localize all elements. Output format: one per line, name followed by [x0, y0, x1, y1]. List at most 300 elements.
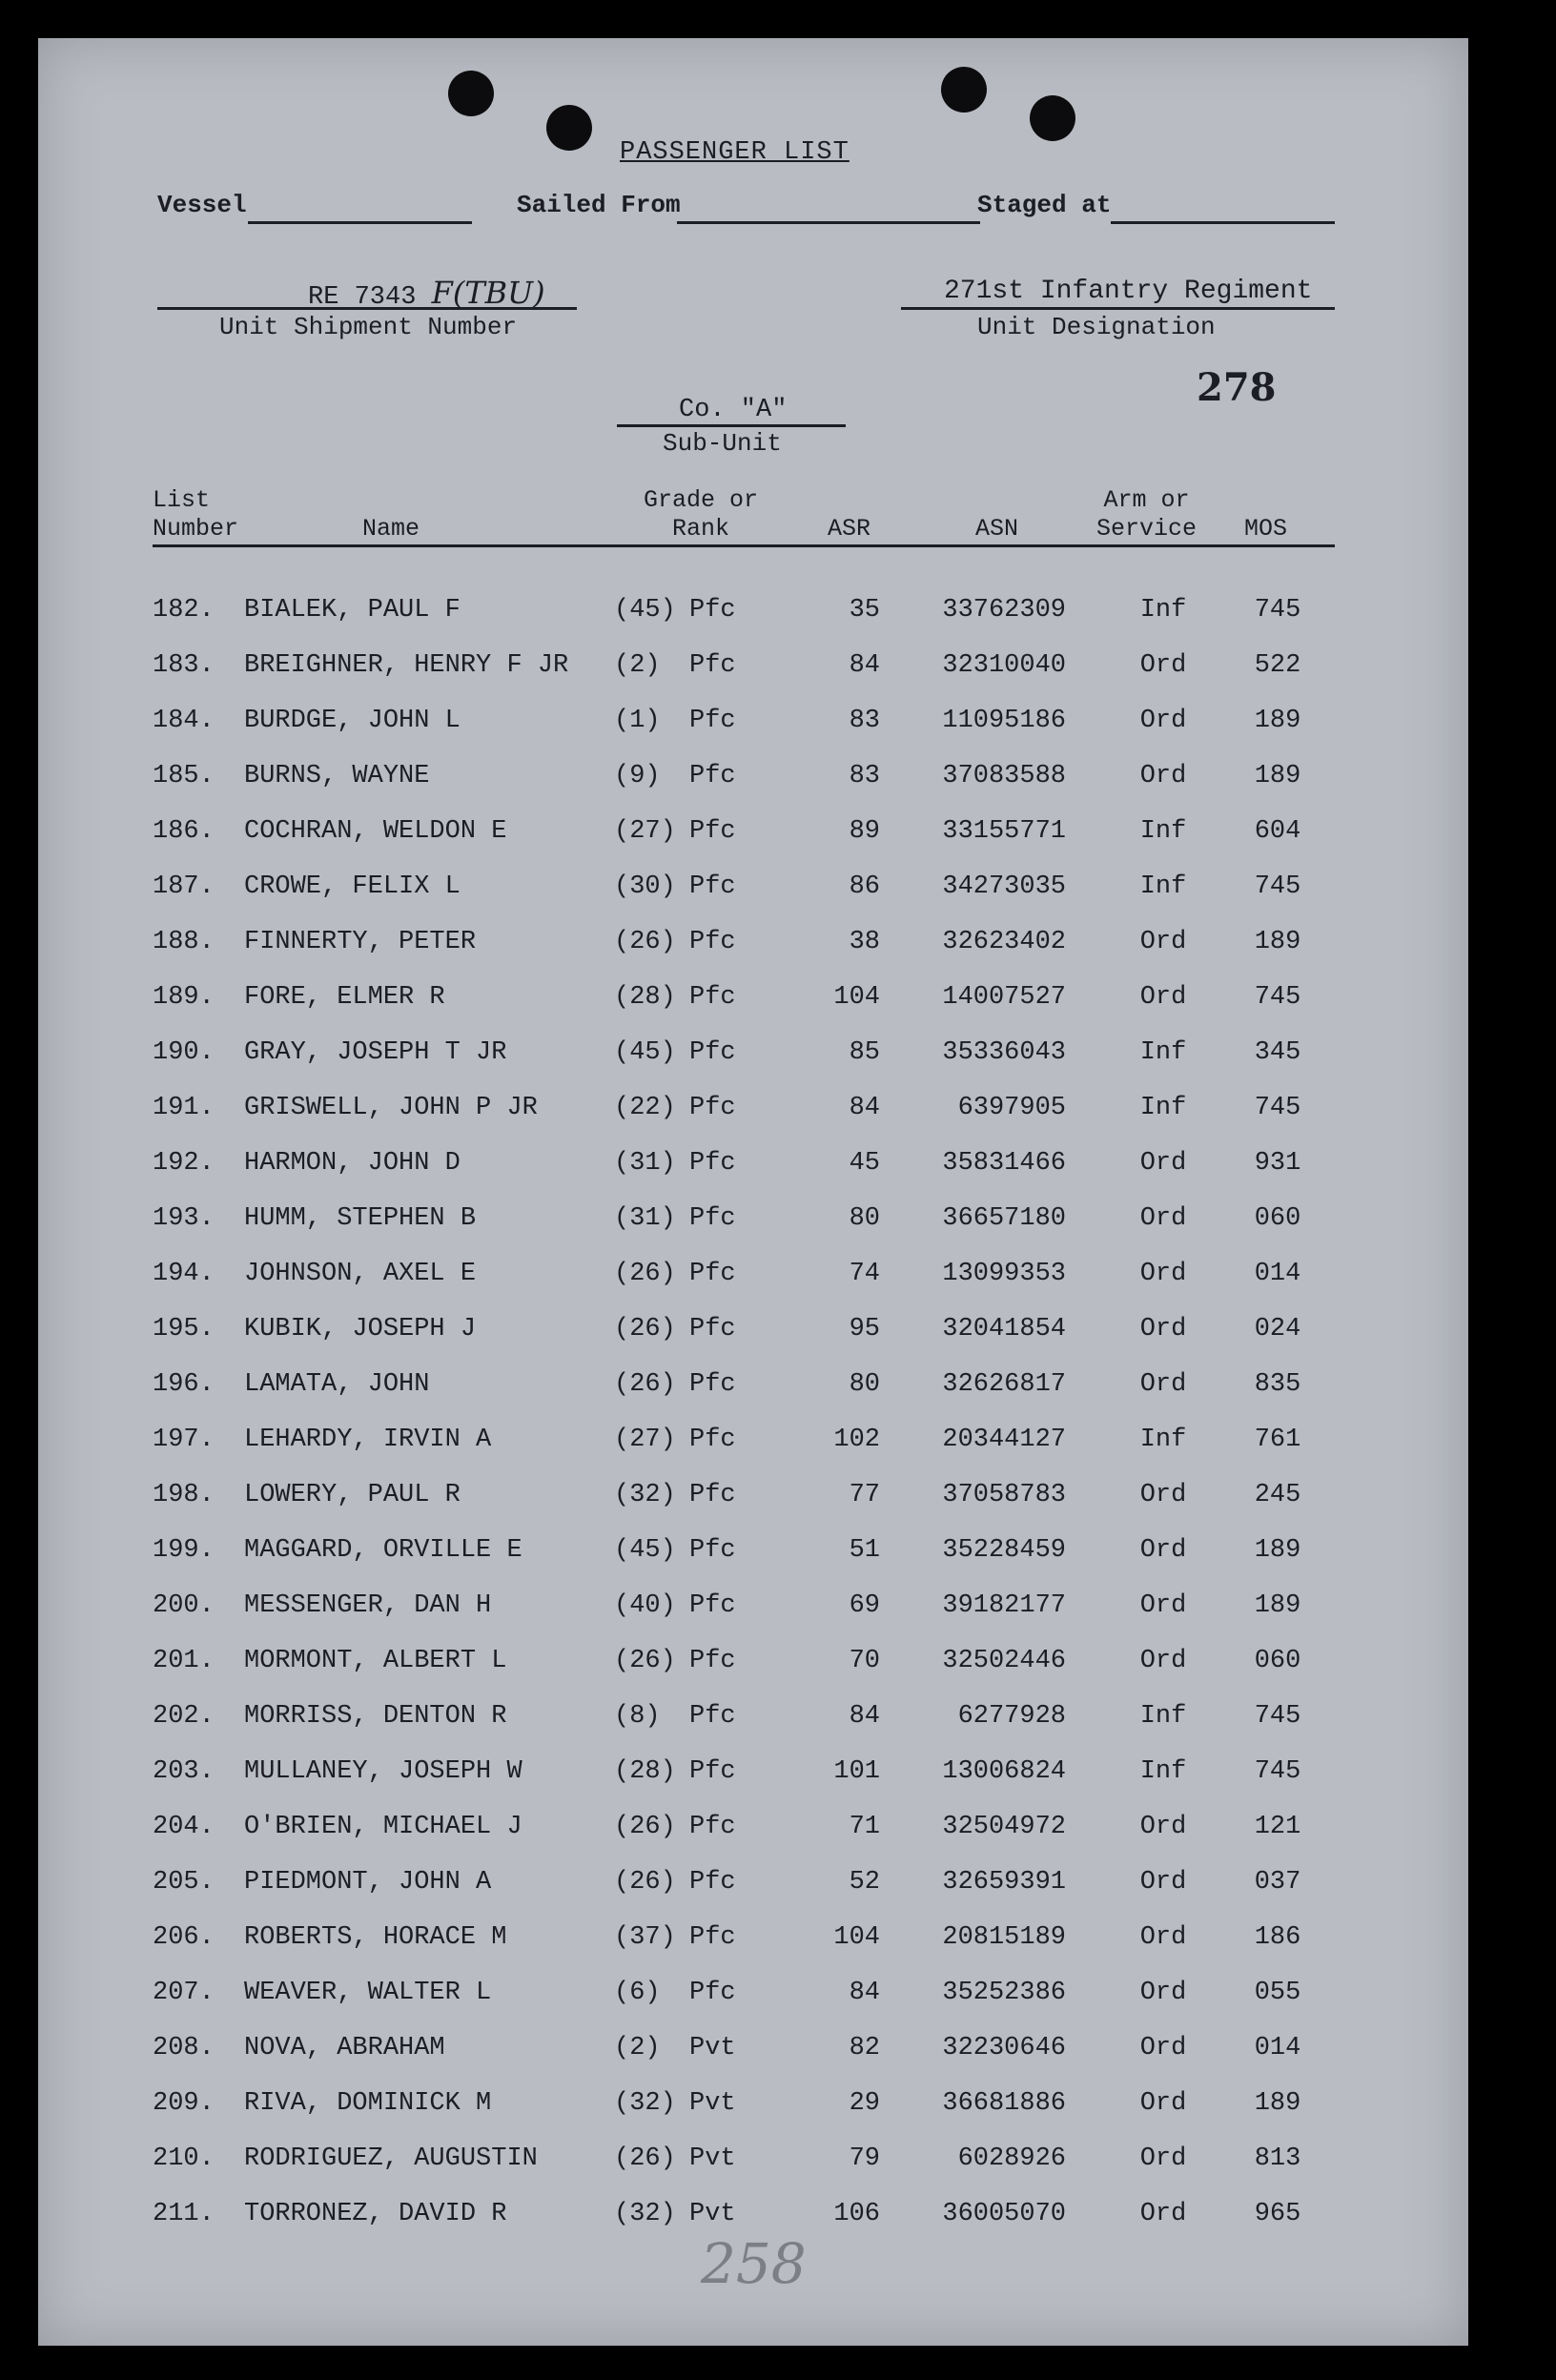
list-number: 182.	[153, 596, 215, 625]
rank: Pfc	[689, 762, 736, 790]
list-number: 206.	[153, 1923, 215, 1952]
grade: (8)	[614, 1702, 661, 1731]
mos: 745	[1254, 1757, 1301, 1786]
grade: (28)	[614, 983, 676, 1012]
list-number: 204.	[153, 1813, 215, 1841]
grade: (26)	[614, 1868, 676, 1897]
col-header-asr: ASR	[828, 515, 871, 543]
mos: 037	[1254, 1868, 1301, 1897]
list-number: 199.	[153, 1536, 215, 1565]
arm-or-service: Ord	[1139, 1979, 1187, 2007]
asr: 51	[849, 1536, 880, 1565]
rank: Pvt	[689, 2144, 736, 2173]
arm-or-service: Ord	[1139, 983, 1187, 1012]
table-row	[38, 707, 1468, 762]
list-number: 205.	[153, 1868, 215, 1897]
mos: 345	[1254, 1038, 1301, 1067]
document-page	[38, 38, 1468, 2346]
rank: Pfc	[689, 1923, 736, 1952]
list-number: 210.	[153, 2144, 215, 2173]
table-row	[38, 1204, 1468, 1260]
arm-or-service: Ord	[1139, 707, 1187, 735]
list-number: 196.	[153, 1370, 215, 1399]
rank: Pfc	[689, 1536, 736, 1565]
arm-or-service: Ord	[1139, 1204, 1187, 1233]
table-row	[38, 1813, 1468, 1868]
passenger-name: CROWE, FELIX L	[244, 872, 461, 901]
asn: 6397905	[957, 1094, 1066, 1122]
arm-or-service: Ord	[1139, 1315, 1187, 1344]
arm-or-service: Ord	[1139, 2034, 1187, 2062]
arm-or-service: Ord	[1139, 762, 1187, 790]
punch-hole	[546, 105, 592, 151]
document-title: PASSENGER LIST	[620, 138, 850, 167]
table-row	[38, 983, 1468, 1038]
passenger-name: KUBIK, JOSEPH J	[244, 1315, 477, 1344]
asn: 32659391	[942, 1868, 1066, 1897]
grade: (26)	[614, 1813, 676, 1841]
table-row	[38, 1536, 1468, 1591]
unit-shipment-number: RE 7343	[308, 283, 417, 312]
unit-shipment-handwritten: F(TBU)	[431, 275, 545, 311]
table-row	[38, 762, 1468, 817]
arm-or-service: Ord	[1139, 1923, 1187, 1952]
mos: 189	[1254, 928, 1301, 956]
list-number: 202.	[153, 1702, 215, 1731]
col-header-mos: MOS	[1244, 515, 1288, 543]
arm-or-service: Inf	[1139, 872, 1187, 901]
list-number: 194.	[153, 1260, 215, 1288]
col-header-grade: Grade or Rank	[644, 486, 759, 543]
asr: 83	[849, 707, 880, 735]
rank: Pfc	[689, 1370, 736, 1399]
rank: Pvt	[689, 2200, 736, 2228]
mos: 745	[1254, 872, 1301, 901]
mos: 189	[1254, 1536, 1301, 1565]
rank: Pfc	[689, 1260, 736, 1288]
rank: Pfc	[689, 1868, 736, 1897]
asr: 82	[849, 2034, 880, 2062]
passenger-name: MORMONT, ALBERT L	[244, 1647, 507, 1675]
list-number: 211.	[153, 2200, 215, 2228]
asr: 83	[849, 762, 880, 790]
list-number: 207.	[153, 1979, 215, 2007]
mos: 604	[1254, 817, 1301, 846]
mos: 014	[1254, 2034, 1301, 2062]
asr: 104	[833, 983, 880, 1012]
passenger-name: LEHARDY, IRVIN A	[244, 1426, 492, 1454]
passenger-name: RODRIGUEZ, AUGUSTIN	[244, 2144, 538, 2173]
grade: (6)	[614, 1979, 661, 2007]
asn: 37083588	[942, 762, 1066, 790]
table-row	[38, 1757, 1468, 1813]
passenger-name: GRAY, JOSEPH T JR	[244, 1038, 507, 1067]
table-row	[38, 1094, 1468, 1149]
mos: 060	[1254, 1204, 1301, 1233]
asn: 35831466	[942, 1149, 1066, 1178]
asr: 71	[849, 1813, 880, 1841]
table-row	[38, 1702, 1468, 1757]
grade: (32)	[614, 1481, 676, 1509]
rank: Pfc	[689, 817, 736, 846]
rank: Pfc	[689, 1591, 736, 1620]
grade: (22)	[614, 1094, 676, 1122]
asn: 34273035	[942, 872, 1066, 901]
passenger-name: WEAVER, WALTER L	[244, 1979, 492, 2007]
arm-or-service: Inf	[1139, 817, 1187, 846]
rank: Pfc	[689, 1094, 736, 1122]
grade: (9)	[614, 762, 661, 790]
table-row	[38, 1979, 1468, 2034]
passenger-name: GRISWELL, JOHN P JR	[244, 1094, 538, 1122]
staged-at-blank	[1111, 221, 1335, 224]
grade: (45)	[614, 596, 676, 625]
arm-or-service: Inf	[1139, 1038, 1187, 1067]
rank: Pfc	[689, 1979, 736, 2007]
passenger-name: BURDGE, JOHN L	[244, 707, 461, 735]
arm-or-service: Inf	[1139, 1757, 1187, 1786]
grade: (32)	[614, 2200, 676, 2228]
list-number: 201.	[153, 1647, 215, 1675]
rank: Pfc	[689, 1315, 736, 1344]
passenger-name: JOHNSON, AXEL E	[244, 1260, 477, 1288]
asn: 32626817	[942, 1370, 1066, 1399]
header-rule	[153, 544, 1335, 547]
mos: 931	[1254, 1149, 1301, 1178]
asr: 84	[849, 1979, 880, 2007]
sub-unit-line	[617, 424, 846, 427]
asn: 20344127	[942, 1426, 1066, 1454]
asr: 77	[849, 1481, 880, 1509]
col-header-arm: Arm or Service	[1096, 486, 1198, 543]
passenger-name: MORRISS, DENTON R	[244, 1702, 507, 1731]
grade: (30)	[614, 872, 676, 901]
page-number: 278	[1197, 365, 1277, 410]
arm-or-service: Inf	[1139, 1426, 1187, 1454]
asn: 36681886	[942, 2089, 1066, 2118]
table-row	[38, 2089, 1468, 2144]
list-number: 193.	[153, 1204, 215, 1233]
arm-or-service: Ord	[1139, 1536, 1187, 1565]
list-number: 186.	[153, 817, 215, 846]
passenger-name: HUMM, STEPHEN B	[244, 1204, 477, 1233]
punch-hole	[1030, 95, 1075, 141]
grade: (31)	[614, 1204, 676, 1233]
list-number: 195.	[153, 1315, 215, 1344]
passenger-name: BURNS, WAYNE	[244, 762, 430, 790]
asn: 36657180	[942, 1204, 1066, 1233]
asr: 84	[849, 1702, 880, 1731]
staged-at-label: Staged at	[977, 191, 1112, 219]
list-number: 198.	[153, 1481, 215, 1509]
asr: 79	[849, 2144, 880, 2173]
passenger-name: TORRONEZ, DAVID R	[244, 2200, 507, 2228]
table-row	[38, 1868, 1468, 1923]
rank: Pfc	[689, 1647, 736, 1675]
arm-or-service: Ord	[1139, 1481, 1187, 1509]
table-row	[38, 1149, 1468, 1204]
mos: 745	[1254, 1094, 1301, 1122]
grade: (2)	[614, 2034, 661, 2062]
asr: 86	[849, 872, 880, 901]
asr: 45	[849, 1149, 880, 1178]
asr: 89	[849, 817, 880, 846]
arm-or-service: Ord	[1139, 1591, 1187, 1620]
asn: 13099353	[942, 1260, 1066, 1288]
list-number: 203.	[153, 1757, 215, 1786]
passenger-name: HARMON, JOHN D	[244, 1149, 461, 1178]
passenger-name: PIEDMONT, JOHN A	[244, 1868, 492, 1897]
col-header-asn: ASN	[975, 515, 1019, 543]
list-number: 190.	[153, 1038, 215, 1067]
asn: 33155771	[942, 817, 1066, 846]
list-number: 200.	[153, 1591, 215, 1620]
passenger-name: MULLANEY, JOSEPH W	[244, 1757, 522, 1786]
vessel-blank	[248, 221, 472, 224]
passenger-name: MESSENGER, DAN H	[244, 1591, 492, 1620]
asn: 36005070	[942, 2200, 1066, 2228]
mos: 189	[1254, 707, 1301, 735]
table-row	[38, 1315, 1468, 1370]
arm-or-service: Ord	[1139, 1260, 1187, 1288]
list-number: 191.	[153, 1094, 215, 1122]
mos: 014	[1254, 1260, 1301, 1288]
list-number: 183.	[153, 651, 215, 680]
grade: (28)	[614, 1757, 676, 1786]
passenger-name: RIVA, DOMINICK M	[244, 2089, 492, 2118]
grade: (40)	[614, 1591, 676, 1620]
table-row	[38, 817, 1468, 872]
table-row	[38, 872, 1468, 928]
list-number: 188.	[153, 928, 215, 956]
mos: 745	[1254, 1702, 1301, 1731]
arm-or-service: Ord	[1139, 928, 1187, 956]
vessel-label: Vessel	[157, 191, 247, 219]
arm-or-service: Ord	[1139, 2089, 1187, 2118]
sub-unit-label: Sub-Unit	[663, 429, 782, 458]
rank: Pvt	[689, 2089, 736, 2118]
passenger-name: ROBERTS, HORACE M	[244, 1923, 507, 1952]
list-number: 189.	[153, 983, 215, 1012]
mos: 055	[1254, 1979, 1301, 2007]
sub-unit-value: Co. "A"	[679, 396, 788, 424]
passenger-name: O'BRIEN, MICHAEL J	[244, 1813, 522, 1841]
mos: 745	[1254, 983, 1301, 1012]
grade: (26)	[614, 1370, 676, 1399]
passenger-name: FINNERTY, PETER	[244, 928, 477, 956]
rank: Pfc	[689, 596, 736, 625]
grade: (26)	[614, 1647, 676, 1675]
passenger-table	[38, 596, 1468, 2255]
table-row	[38, 1591, 1468, 1647]
asn: 39182177	[942, 1591, 1066, 1620]
list-number: 192.	[153, 1149, 215, 1178]
asr: 101	[833, 1757, 880, 1786]
rank: Pfc	[689, 1702, 736, 1731]
grade: (31)	[614, 1149, 676, 1178]
asn: 6028926	[957, 2144, 1066, 2173]
table-row	[38, 1481, 1468, 1536]
mos: 965	[1254, 2200, 1301, 2228]
arm-or-service: Ord	[1139, 1647, 1187, 1675]
passenger-name: BIALEK, PAUL F	[244, 596, 461, 625]
asn: 33762309	[942, 596, 1066, 625]
asn: 32504972	[942, 1813, 1066, 1841]
grade: (26)	[614, 1315, 676, 1344]
asn: 32041854	[942, 1315, 1066, 1344]
table-row	[38, 1370, 1468, 1426]
asr: 38	[849, 928, 880, 956]
rank: Pfc	[689, 1038, 736, 1067]
table-row	[38, 2144, 1468, 2200]
mos: 189	[1254, 2089, 1301, 2118]
rank: Pfc	[689, 1481, 736, 1509]
table-row	[38, 651, 1468, 707]
passenger-name: MAGGARD, ORVILLE E	[244, 1536, 522, 1565]
asr: 80	[849, 1204, 880, 1233]
asr: 29	[849, 2089, 880, 2118]
asr: 102	[833, 1426, 880, 1454]
grade: (32)	[614, 2089, 676, 2118]
asr: 80	[849, 1370, 880, 1399]
asn: 32623402	[942, 928, 1066, 956]
table-row	[38, 2034, 1468, 2089]
punch-hole	[448, 71, 494, 116]
sailed-from-label: Sailed From	[517, 191, 681, 219]
asn: 32502446	[942, 1647, 1066, 1675]
asn: 14007527	[942, 983, 1066, 1012]
list-number: 184.	[153, 707, 215, 735]
grade: (26)	[614, 2144, 676, 2173]
rank: Pfc	[689, 1149, 736, 1178]
rank: Pvt	[689, 2034, 736, 2062]
asr: 69	[849, 1591, 880, 1620]
arm-or-service: Ord	[1139, 2144, 1187, 2173]
table-row	[38, 1426, 1468, 1481]
asr: 84	[849, 651, 880, 680]
arm-or-service: Ord	[1139, 1149, 1187, 1178]
rank: Pfc	[689, 983, 736, 1012]
rank: Pfc	[689, 1204, 736, 1233]
unit-designation-value: 271st Infantry Regiment	[944, 277, 1313, 306]
passenger-name: COCHRAN, WELDON E	[244, 817, 507, 846]
grade: (45)	[614, 1536, 676, 1565]
rank: Pfc	[689, 1813, 736, 1841]
mos: 189	[1254, 762, 1301, 790]
asn: 6277928	[957, 1702, 1066, 1731]
asn: 35228459	[942, 1536, 1066, 1565]
unit-designation-line	[901, 307, 1335, 310]
grade: (1)	[614, 707, 661, 735]
arm-or-service: Ord	[1139, 1370, 1187, 1399]
list-number: 197.	[153, 1426, 215, 1454]
rank: Pfc	[689, 707, 736, 735]
table-row	[38, 1923, 1468, 1979]
asr: 52	[849, 1868, 880, 1897]
rank: Pfc	[689, 872, 736, 901]
mos: 060	[1254, 1647, 1301, 1675]
mos: 121	[1254, 1813, 1301, 1841]
asn: 13006824	[942, 1757, 1066, 1786]
sailed-from-blank	[677, 221, 980, 224]
grade: (26)	[614, 928, 676, 956]
rank: Pfc	[689, 1757, 736, 1786]
passenger-name: BREIGHNER, HENRY F JR	[244, 651, 569, 680]
table-row	[38, 596, 1468, 651]
mos: 189	[1254, 1591, 1301, 1620]
list-number: 185.	[153, 762, 215, 790]
grade: (45)	[614, 1038, 676, 1067]
rank: Pfc	[689, 651, 736, 680]
unit-shipment-label: Unit Shipment Number	[219, 313, 518, 341]
unit-shipment-line	[157, 307, 577, 310]
passenger-name: LAMATA, JOHN	[244, 1370, 430, 1399]
asn: 35252386	[942, 1979, 1066, 2007]
mos: 245	[1254, 1481, 1301, 1509]
asr: 35	[849, 596, 880, 625]
mos: 835	[1254, 1370, 1301, 1399]
mos: 761	[1254, 1426, 1301, 1454]
pencil-annotation: 258	[701, 2231, 807, 2296]
rank: Pfc	[689, 1426, 736, 1454]
mos: 522	[1254, 651, 1301, 680]
grade: (27)	[614, 1426, 676, 1454]
arm-or-service: Ord	[1139, 1813, 1187, 1841]
arm-or-service: Inf	[1139, 1094, 1187, 1122]
asn: 35336043	[942, 1038, 1066, 1067]
table-row	[38, 1038, 1468, 1094]
passenger-name: LOWERY, PAUL R	[244, 1481, 461, 1509]
list-number: 208.	[153, 2034, 215, 2062]
asr: 70	[849, 1647, 880, 1675]
grade: (26)	[614, 1260, 676, 1288]
col-header-name: Name	[362, 515, 420, 543]
col-header-list-number: List Number	[153, 486, 239, 543]
asn: 32310040	[942, 651, 1066, 680]
mos: 745	[1254, 596, 1301, 625]
asr: 84	[849, 1094, 880, 1122]
arm-or-service: Ord	[1139, 651, 1187, 680]
arm-or-service: Ord	[1139, 1868, 1187, 1897]
punch-hole	[941, 67, 987, 113]
mos: 024	[1254, 1315, 1301, 1344]
asr: 104	[833, 1923, 880, 1952]
grade: (37)	[614, 1923, 676, 1952]
passenger-name: NOVA, ABRAHAM	[244, 2034, 445, 2062]
mos: 186	[1254, 1923, 1301, 1952]
asr: 85	[849, 1038, 880, 1067]
list-number: 187.	[153, 872, 215, 901]
arm-or-service: Inf	[1139, 1702, 1187, 1731]
asn: 37058783	[942, 1481, 1066, 1509]
asn: 32230646	[942, 2034, 1066, 2062]
asr: 106	[833, 2200, 880, 2228]
asn: 20815189	[942, 1923, 1066, 1952]
mos: 813	[1254, 2144, 1301, 2173]
list-number: 209.	[153, 2089, 215, 2118]
arm-or-service: Inf	[1139, 596, 1187, 625]
asr: 95	[849, 1315, 880, 1344]
passenger-name: FORE, ELMER R	[244, 983, 445, 1012]
table-row	[38, 1260, 1468, 1315]
grade: (27)	[614, 817, 676, 846]
asn: 11095186	[942, 707, 1066, 735]
unit-designation-label: Unit Designation	[977, 313, 1216, 341]
table-row	[38, 1647, 1468, 1702]
table-row	[38, 928, 1468, 983]
grade: (2)	[614, 651, 661, 680]
asr: 74	[849, 1260, 880, 1288]
